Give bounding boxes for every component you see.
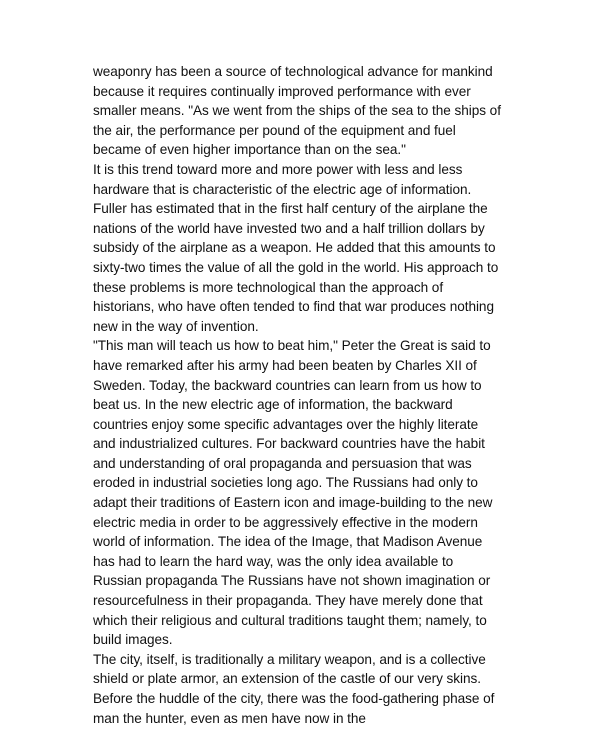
- text-line: historians, who have often tended to find that war produces nothing: [93, 299, 494, 315]
- text-line: subsidy of the airplane as a weapon. He added that this amounts to: [93, 240, 496, 256]
- text-line: Before the huddle of the city, there was the food-gathering phase of: [93, 691, 495, 706]
- text-line: has had to learn the hard way, was the only idea available to: [93, 553, 454, 569]
- text-line: world of information. The idea of the Image, that Madison Avenue: [93, 534, 483, 550]
- text-line: these problems is more technological than the approach of: [93, 279, 444, 295]
- text-line: electric media in order to be aggressively effective in the modern: [93, 514, 478, 530]
- text-line: beat us. In the new electric age of information, the backward: [93, 397, 453, 413]
- text-line: Fuller has estimated that in the first half century of the airplane the: [93, 201, 488, 217]
- text-line: and industrialized cultures. For backward countries have the habit: [93, 436, 485, 452]
- text-line: build images.: [93, 632, 173, 648]
- text-line: became of even higher importance than on the sea.": [93, 142, 406, 158]
- text-line: the air, the performance per pound of the equipment and fuel: [93, 122, 456, 138]
- text-line: nations of the world have invested two and a half trillion dollars by: [93, 220, 485, 236]
- body-text: [93, 62, 533, 728]
- text-line: Russian propaganda The Russians have not shown imagination or: [93, 573, 491, 589]
- text-line: shield or plate armor, an extension of the castle of our very skins.: [93, 671, 481, 687]
- text-line: new in the way of invention.: [93, 318, 259, 334]
- text-line: smaller means. "As we went from the ships of the sea to the ships of: [93, 103, 501, 119]
- text-line: have remarked after his army had been beaten by Charles XII of: [93, 357, 477, 373]
- text-line: which their religious and cultural traditions taught them; namely, to: [93, 612, 487, 628]
- text-line: because it requires continually improved performance with ever: [93, 83, 471, 99]
- text-line: eroded in industrial societies long ago. The Russians had only to: [93, 475, 478, 491]
- text-line: weaponry has been a source of technological advance for mankind: [93, 64, 493, 79]
- text-line: adapt their traditions of Eastern icon and image-building to the new: [93, 495, 493, 511]
- text-line: sixty-two times the value of all the gold in the world. His approach to: [93, 259, 499, 275]
- text-line: "This man will teach us how to beat him," Peter the Great is said to: [93, 338, 491, 354]
- text-line: It is this trend toward more and more power with less and less: [93, 161, 463, 177]
- text-line: hardware that is characteristic of the electric age of information.: [93, 181, 472, 197]
- text-line: The city, itself, is traditionally a military weapon, and is a collective: [93, 651, 486, 667]
- text-line: and understanding of oral propaganda and persuasion that was: [93, 455, 472, 471]
- text-line: man the hunter, even as men have now in the: [93, 710, 366, 726]
- text-line: countries enjoy some specific advantages over the highly literate: [93, 416, 479, 432]
- text-line: resourcefulness in their propaganda. They have merely done that: [93, 593, 483, 609]
- text-line: Sweden. Today, the backward countries can learn from us how to: [93, 377, 482, 393]
